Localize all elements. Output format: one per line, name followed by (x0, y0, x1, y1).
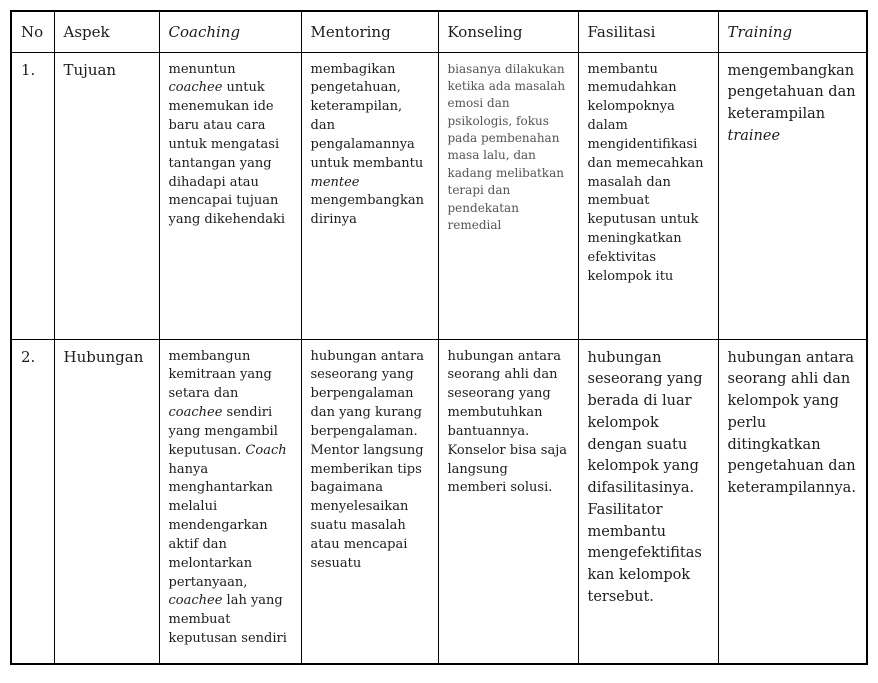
col-header-aspek: Aspek (54, 11, 159, 52)
cell-r1-coaching: menuntun coachee untuk menemukan ide baru atau cara untuk mengatasi tantangan yang dihadapi atau mencapai tujuan yang dikehendaki (159, 52, 301, 339)
cell-r1-no: 1. (11, 52, 54, 339)
header-row (11, 11, 867, 52)
cell-r2-fasilitasi: hubungan seseorang yang berada di luar kelompok dengan suatu kelompok yang difasilitasinya. Fasilitator membantu mengefektifitaskan kelompok tersebut. (578, 339, 718, 664)
cell-r1-konseling: biasanya dilakukan ketika ada masalah emosi dan psikologis, fokus pada pembenahan masa lalu, dan kadang melibatkan terapi dan pendekatan remedial (438, 52, 578, 339)
cell-r2-coaching: membangun kemitraan yang setara dan coachee sendiri yang mengambil keputusan. Coach hanya menghantarkan melalui mendengarkan aktif dan melontarkan pertanyaan, coachee lah yang membuat keputusan sendiri (159, 339, 301, 664)
table-row-tujuan (11, 52, 867, 339)
col-header-training: Training (718, 11, 867, 52)
col-header-coaching: Coaching (159, 11, 301, 52)
cell-r1-fasilitasi: membantu memudahkan kelompoknya dalam mengidentifikasi dan memecahkan masalah dan membuat keputusan untuk meningkatkan efektivitas kelompok itu (578, 52, 718, 339)
cell-r2-mentoring: hubungan antara seseorang yang berpengalaman dan yang kurang berpengalaman. Mentor langsung memberikan tips bagaimana menyelesaikan suatu masalah atau mencapai sesuatu (301, 339, 438, 664)
cell-r2-aspek: Hubungan (54, 339, 159, 664)
col-header-fasilitasi: Fasilitasi (578, 11, 718, 52)
cell-r1-aspek: Tujuan (54, 52, 159, 339)
cell-r2-training: hubungan antara seorang ahli dan kelompok yang perlu ditingkatkan pengetahuan dan keterampilannya. (718, 339, 867, 664)
cell-r1-training: mengembangkan pengetahuan dan keterampilan trainee (718, 52, 867, 339)
table-row-hubungan (11, 339, 867, 664)
col-header-konseling: Konseling (438, 11, 578, 52)
cell-r2-konseling: hubungan antara seorang ahli dan seseorang yang membutuhkan bantuannya. Konselor bisa saja langsung memberi solusi. (438, 339, 578, 664)
col-header-mentoring: Mentoring (301, 11, 438, 52)
comparison-table (10, 10, 868, 665)
col-header-no: No (11, 11, 54, 52)
cell-r1-mentoring: membagikan pengetahuan, keterampilan, dan pengalamannya untuk membantu mentee mengembangkan dirinya (301, 52, 438, 339)
cell-r2-no: 2. (11, 339, 54, 664)
